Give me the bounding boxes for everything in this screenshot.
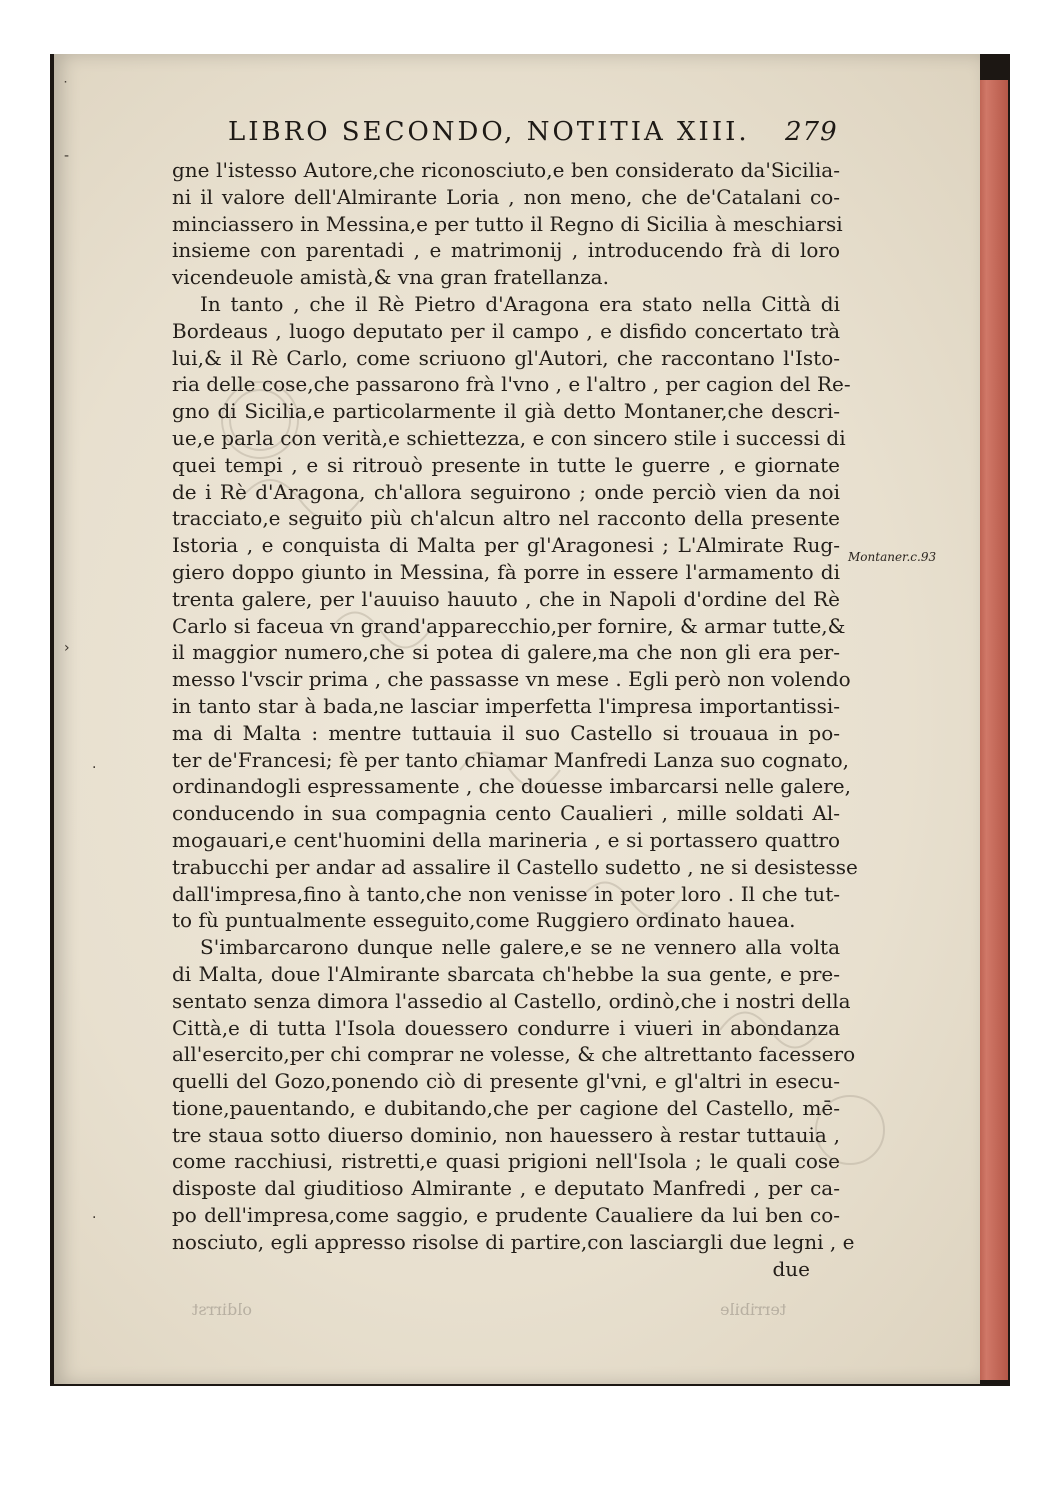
running-title: LIBRO SECONDO, NOTITIA XIII. xyxy=(228,117,750,147)
text-line: ma di Malta : mentre tuttauia il suo Castello si trouaua in po- xyxy=(172,720,840,745)
text-line: trenta galere, per l'auuiso hauuto , che in Napoli d'ordine del Rè xyxy=(172,586,840,611)
text-line: de i Rè d'Aragona, ch'allora seguirono ; onde perciò vien da noi xyxy=(172,479,840,504)
text-line: ter de'Francesi; fè per tanto chiamar Manfredi Lanza suo cognato, xyxy=(172,747,849,772)
text-line: come racchiusi, ristretti,e quasi prigioni nell'Isola ; le quali cose xyxy=(172,1149,840,1174)
body-text xyxy=(172,157,858,1282)
text-line: sentato senza dimora l'assedio al Castello, ordinò,che i nostri della xyxy=(172,988,851,1013)
text-line: po dell'impresa,come saggio, e prudente Caualiere da lui ben co- xyxy=(172,1203,840,1228)
text-line: in tanto star à bada,ne lasciar imperfetta l'impresa importantissi- xyxy=(172,693,840,718)
text-line: quei tempi , e si ritrouò presente in tutte le guerre , e giornate xyxy=(172,452,840,477)
text-line: Bordeaus , luogo deputato per il campo , e disfido concertato trà xyxy=(172,318,840,343)
running-header xyxy=(228,117,838,147)
text-line: trabucchi per andar ad assalire il Castello sudetto , ne si desistesse xyxy=(172,854,858,879)
gutter-mark: - xyxy=(64,148,70,164)
page-number: 279 xyxy=(785,117,838,147)
show-through-text-left: oldirrst xyxy=(192,1300,253,1319)
text-line: tione,pauentando, e dubitando,che per cagione del Castello, mē- xyxy=(172,1095,840,1120)
text-line: il maggior numero,che si potea di galere,ma che non gli era per- xyxy=(172,640,840,665)
text-line: mogauari,e cent'huomini della marineria , e si portassero quattro xyxy=(172,827,840,852)
text-line: gne l'istesso Autore,che riconosciuto,e ben considerato da'Sicilia- xyxy=(172,158,840,182)
text-line: S'imbarcarono dunque nelle galere,e se ne vennero alla volta xyxy=(200,935,840,960)
text-line: di Malta, doue l'Almirante sbarcata ch'hebbe la sua gente, e pre- xyxy=(172,961,840,986)
text-line: Carlo si faceua vn grand'apparecchio,per fornire, & armar tutte,& xyxy=(172,613,846,638)
text-line: dall'impresa,fino à tanto,che non venisse in poter loro . Il che tut- xyxy=(172,881,840,906)
text-line: vicendeuole amistà,& vna gran fratellanza. xyxy=(172,265,609,290)
text-line: tre staua sotto diuerso dominio, non hauessero à restar tuttauia , xyxy=(172,1122,840,1147)
text-line: insieme con parentadi , e matrimonij , introducendo frà di loro xyxy=(172,238,840,263)
text-line: quelli del Gozo,ponendo ciò di presente gl'vni, e gl'altri in esecu- xyxy=(172,1069,840,1094)
text-line: gno di Sicilia,e particolarmente il già detto Montaner,che descri- xyxy=(172,399,840,424)
text-line: In tanto , che il Rè Pietro d'Aragona era stato nella Città di xyxy=(200,291,840,316)
gutter-mark: · xyxy=(92,760,97,776)
catchword: due xyxy=(772,1256,810,1281)
text-line: ue,e parla con verità,e schiettezza, e con sincero stile i successi di xyxy=(172,425,846,450)
text-line: all'esercito,per chi comprar ne volesse, & che altrettanto facessero xyxy=(172,1042,856,1067)
text-line: messo l'vscir prima , che passasse vn mese . Egli però non volendo xyxy=(172,667,851,692)
show-through-text-right: terribile xyxy=(720,1300,787,1319)
gutter-mark: · xyxy=(92,1210,97,1226)
text-line: lui,& il Rè Carlo, come scriuono gl'Autori, che raccontano l'Isto- xyxy=(172,345,840,370)
text-line: nosciuto, egli appresso risolse di partire,con lasciargli due legni , e xyxy=(172,1229,855,1254)
text-line: conducendo in sua compagnia cento Caualieri , mille soldati Al- xyxy=(172,801,840,826)
text-line: ni il valore dell'Almirante Loria , non meno, che de'Catalani co- xyxy=(172,184,840,209)
text-line: giero doppo giunto in Messina, fà porre in essere l'armamento di xyxy=(172,559,840,584)
text-line: tracciato,e seguito più ch'alcun altro nel racconto della presente xyxy=(172,506,840,531)
text-line: Città,e di tutta l'Isola douessero condurre i viueri in abondanza xyxy=(172,1015,840,1040)
text-line: ordinandogli espressamente , che douesse imbarcarsi nelle galere, xyxy=(172,774,851,799)
text-line: disposte dal giuditioso Almirante , e deputato Manfredi , per ca- xyxy=(172,1176,840,1201)
text-line: ria delle cose,che passarono frà l'vno , e l'altro , per cagion del Re- xyxy=(172,372,851,397)
gutter-mark: ˙ xyxy=(62,80,69,96)
text-line: minciassero in Messina,e per tutto il Regno di Sicilia à meschiarsi xyxy=(172,211,843,236)
marginal-note: Montaner.c.93 xyxy=(848,550,937,564)
text-line: to fù puntualmente esseguito,come Ruggiero ordinato hauea. xyxy=(172,908,796,933)
text-line: Istoria , e conquista di Malta per gl'Aragonesi ; L'Almirate Rug- xyxy=(172,533,840,558)
gutter-mark: › xyxy=(64,640,70,656)
